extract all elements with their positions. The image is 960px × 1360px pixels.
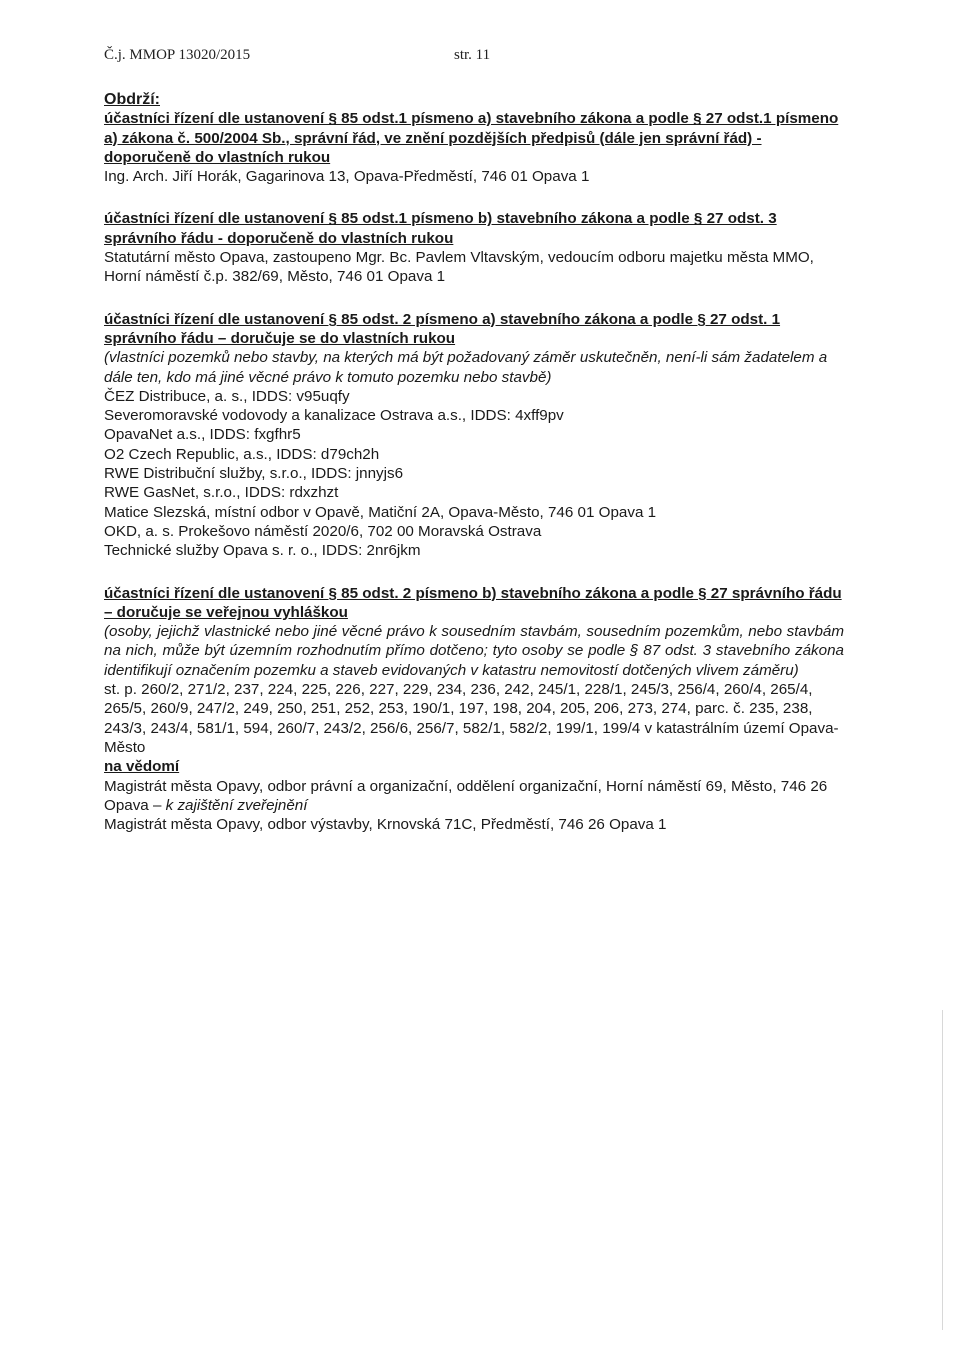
participant-line: Severomoravské vodovody a kanalizace Ostrava a.s., IDDS: 4xff9pv <box>104 407 564 425</box>
participant-line: OpavaNet a.s., IDDS: fxgfhr5 <box>104 426 301 444</box>
notice-recipient <box>104 777 844 816</box>
scan-artifact-line <box>942 1010 943 1330</box>
notice-recipient-text: Magistrát města Opavy, odbor právní a organizační, oddělení organizační, Horní náměstí 69, Město, 746 26 Opava – <box>104 777 828 814</box>
participant-line: Ing. Arch. Jiří Horák, Gagarinova 13, Opava-Předměstí, 746 01 Opava 1 <box>104 168 590 186</box>
reference-number: Č.j. MMOP 13020/2015 <box>104 47 251 63</box>
section-participants-85-1b <box>104 209 844 286</box>
section-participants-85-2a <box>104 310 844 561</box>
section-note: (osoby, jejichž vlastnické nebo jiné věcné právo k sousedním stavbám, sousedním pozemkům, nebo stavbám na nich, může být územním rozhodnutím přímo dotčeno; tyto osoby se podle § 87 odst. 3 stavebního zákona identifikují označením pozemku a staveb evidovaných v katastru nemovitostí dotčených vlivem záměru) <box>104 623 844 679</box>
participant-line: ČEZ Distribuce, a. s., IDDS: v95uqfy <box>104 387 350 405</box>
section-participants-85-2b <box>104 584 844 758</box>
notice-recipient: Magistrát města Opavy, odbor výstavby, Krnovská 71C, Předměstí, 746 26 Opava 1 <box>104 816 667 834</box>
participant-line: O2 Czech Republic, a.s., IDDS: d79ch2h <box>104 445 380 463</box>
parcel-list: st. p. 260/2, 271/2, 237, 224, 225, 226, 227, 229, 234, 236, 242, 245/1, 228/1, 245/3, 256/4, 260/4, 265/4, 265/5, 260/9, 247/2, 249, 250, 251, 252, 253, 190/1, 197, 198, 204, 205, 206, 273, 274, parc. č. 235, 238, 243/3, 243/4, 581/1, 594, 260/7, 243/2, 256/6, 256/7, 582/1, 582/2, 199/1, 199/4 v katastrálním území Opava-Město <box>104 681 839 756</box>
participant-line: RWE Distribuční služby, s.r.o., IDDS: jnnyjs6 <box>104 465 404 483</box>
section-heading: účastníci řízení dle ustanovení § 85 odst. 2 písmeno b) stavebního zákona a podle § 27 správního řádu – doručuje se veřejnou vyhláškou <box>104 584 842 621</box>
page-number: str. 11 <box>454 47 491 63</box>
section-participants-85-1a <box>104 109 844 186</box>
participant-line: Technické služby Opava s. r. o., IDDS: 2nr6jkm <box>104 542 421 560</box>
section-heading: účastníci řízení dle ustanovení § 85 odst.1 písmeno a) stavebního zákona a podle § 27 odst.1 písmeno a) zákona č. 500/2004 Sb., správní řád, ve znění pozdějších předpisů (dále jen správní řád) -doporučeně do vlastních rukou <box>104 110 839 166</box>
notice-purpose: k zajištění zveřejnění <box>165 796 308 814</box>
participant-line: OKD, a. s. Prokešovo náměstí 2020/6, 702 00 Moravská Ostrava <box>104 522 542 540</box>
participant-line: RWE GasNet, s.r.o., IDDS: rdxzhzt <box>104 484 339 502</box>
document-body <box>104 90 844 834</box>
section-heading: účastníci řízení dle ustanovení § 85 odst. 2 písmeno a) stavebního zákona a podle § 27 odst. 1 správního řádu – doručuje se do vlastních rukou <box>104 310 781 347</box>
receivers-title: Obdrží: <box>104 91 160 108</box>
notice-heading: na vědomí <box>104 758 180 776</box>
participant-line: Statutární město Opava, zastoupeno Mgr. Bc. Pavlem Vltavským, vedoucím odboru majetku města MMO, Horní náměstí č.p. 382/69, Město, 746 01 Opava 1 <box>104 249 814 286</box>
section-heading: účastníci řízení dle ustanovení § 85 odst.1 písmeno b) stavebního zákona a podle § 27 odst. 3 správního řádu - doporučeně do vlastních rukou <box>104 210 777 247</box>
section-note: (vlastníci pozemků nebo stavby, na kterých má být požadovaný záměr uskutečněn, není-li sám žadatelem a dále ten, kdo má jiné věcné právo k tomuto pozemku nebo stavbě) <box>104 349 828 386</box>
participant-line: Matice Slezská, místní odbor v Opavě, Matiční 2A, Opava-Město, 746 01 Opava 1 <box>104 503 657 521</box>
